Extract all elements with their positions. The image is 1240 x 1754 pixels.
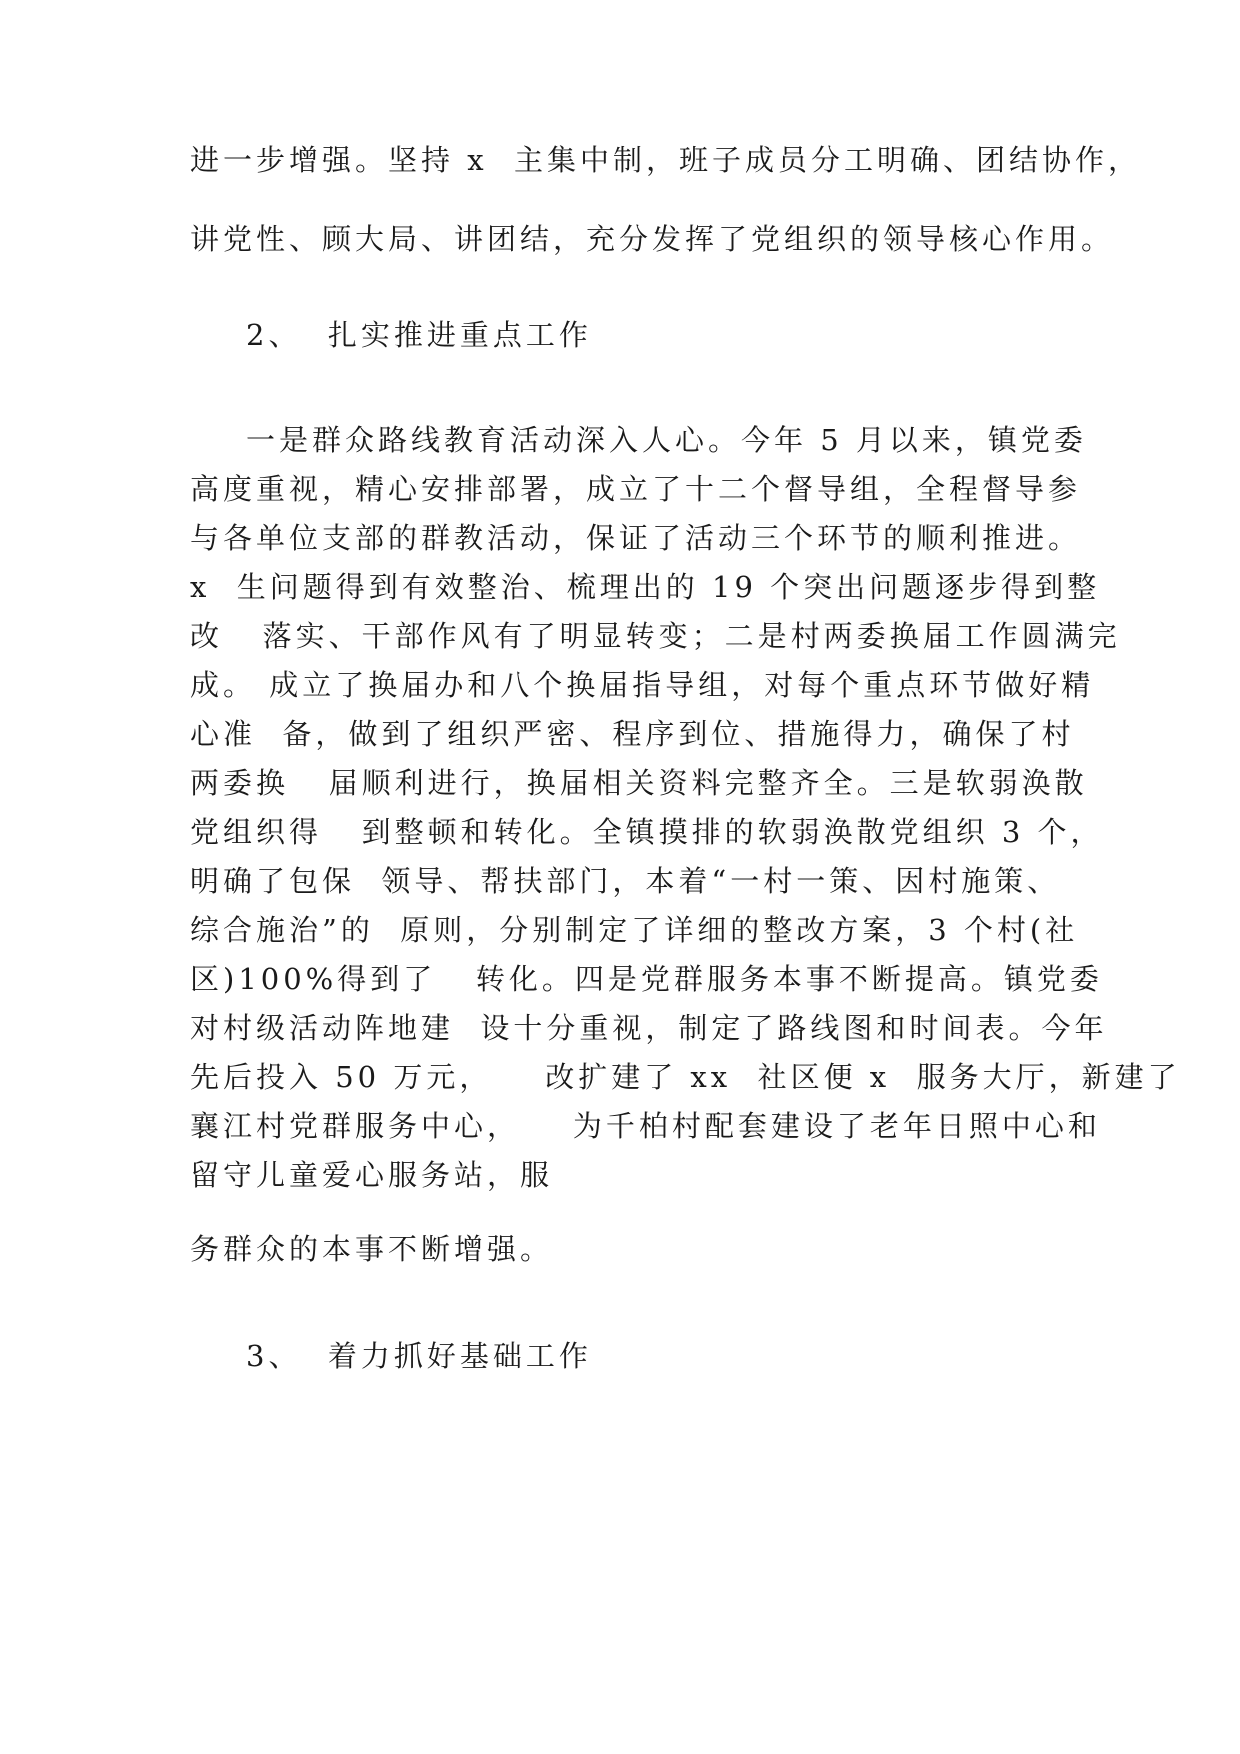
paragraph-line: 与各单位支部的群教活动，保证了活动三个环节的顺利推进。 (190, 521, 1082, 555)
paragraph-line: 先后投入 50 万元， 改扩建了 xx 社区便 x 服务大厅，新建了 (190, 1060, 1181, 1094)
paragraph-line: 一是群众路线教育活动深入人心。今年 5 月以来，镇党委 (246, 423, 1087, 457)
paragraph-line: 留守儿童爱心服务站，服 (190, 1158, 554, 1192)
paragraph-line: 务群众的本事不断增强。 (190, 1232, 554, 1266)
paragraph-line: 区)100%得到了 转化。四是党群服务本事不断提高。镇党委 (190, 962, 1103, 996)
paragraph-line: 进一步增强。坚持 x 主集中制，班子成员分工明确、团结协作， (190, 143, 1142, 177)
paragraph-line: 两委换 届顺利进行，换届相关资料完整齐全。三是软弱涣散 (190, 766, 1088, 800)
paragraph-line: 综合施治”的 原则，分别制定了详细的整改方案，3 个村(社 (190, 913, 1079, 947)
section-heading-2: 2、 扎实推进重点工作 (246, 318, 592, 352)
paragraph-line: 心准 备，做到了组织严密、程序到位、措施得力，确保了村 (190, 717, 1075, 751)
paragraph-line: 对村级活动阵地建 设十分重视，制定了路线图和时间表。今年 (190, 1011, 1108, 1045)
paragraph-line: 高度重视，精心安排部署，成立了十二个督导组，全程督导参 (190, 472, 1082, 506)
paragraph-line: 党组织得 到整顿和转化。全镇摸排的软弱涣散党组织 3 个， (190, 815, 1104, 849)
paragraph-line: x 生问题得到有效整治、梳理出的 19 个突出问题逐步得到整 (190, 570, 1101, 604)
section-heading-3: 3、 着力抓好基础工作 (246, 1339, 592, 1373)
paragraph-line: 襄江村党群服务中心， 为千柏村配套建设了老年日照中心和 (190, 1109, 1101, 1143)
paragraph-line: 讲党性、顾大局、讲团结，充分发挥了党组织的领导核心作用。 (190, 222, 1115, 256)
paragraph-line: 成。 成立了换届办和八个换届指导组，对每个重点环节做好精 (190, 668, 1095, 702)
paragraph-line: 明确了包保 领导、帮扶部门，本着“一村一策、因村施策、 (190, 864, 1061, 898)
paragraph-line: 改 落实、干部作风有了明显转变；二是村两委换届工作圆满完 (190, 619, 1121, 653)
